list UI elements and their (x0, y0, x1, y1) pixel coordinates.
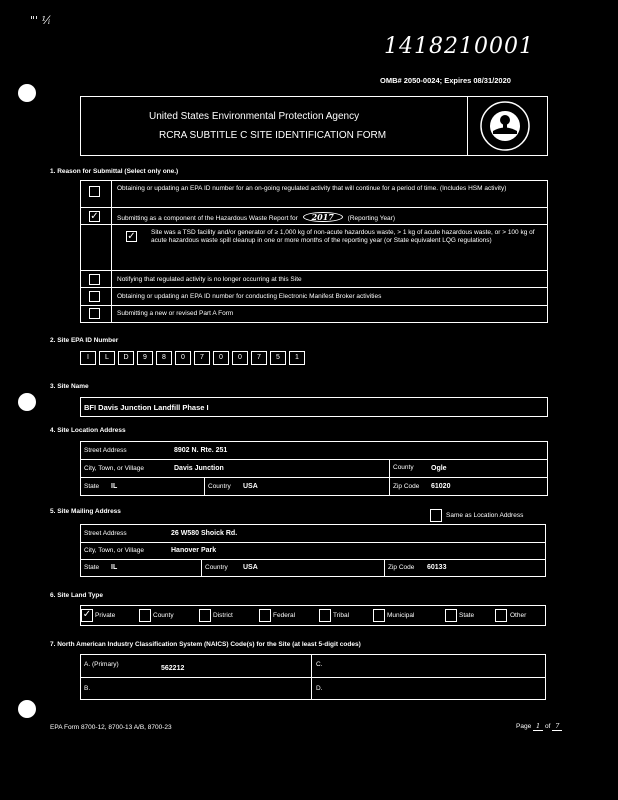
corner-marks: "' ¹⁄ᵢ (30, 14, 51, 27)
document-number-handwritten: 1418210001 (384, 34, 534, 59)
loc-state-label: State (84, 483, 100, 490)
same-as-location-checkbox[interactable] (430, 509, 442, 522)
page-indicator (516, 722, 562, 731)
land-type-checkbox[interactable] (259, 609, 271, 622)
naics-c-label: C. (316, 661, 323, 668)
land-type-label: County (153, 612, 174, 619)
location-address-box (80, 441, 548, 496)
loc-country-value[interactable]: USA (243, 483, 258, 490)
mail-street-label: Street Address (84, 530, 127, 537)
section1-rule-3 (80, 270, 548, 271)
epa-id-char[interactable]: 1 (289, 351, 305, 365)
land-type-label: State (459, 612, 475, 619)
epa-id-char[interactable]: 0 (175, 351, 191, 365)
land-type-checkbox[interactable] (373, 609, 385, 622)
mail-city-value[interactable]: Hanover Park (171, 547, 217, 554)
page-total: 7 (552, 722, 562, 731)
section1-rule-4 (80, 287, 548, 288)
reason-no-longer-label: Notifying that regulated activity is no longer occurring at this Site (117, 276, 302, 283)
epa-id-char[interactable]: 7 (251, 351, 267, 365)
form-title: RCRA SUBTITLE C SITE IDENTIFICATION FORM (159, 130, 387, 141)
loc-city-label: City, Town, or Village (84, 465, 144, 472)
land-type-checkbox[interactable] (445, 609, 457, 622)
section1-rule-1 (80, 207, 548, 208)
epa-id-char[interactable]: 9 (137, 351, 153, 365)
mail-country-divider (201, 559, 202, 576)
mail-country-label: Country (205, 564, 228, 571)
land-type-label: Other (510, 612, 527, 619)
loc-rule-2 (81, 477, 547, 478)
loc-street-value[interactable]: 8902 N. Rte. 251 (174, 447, 228, 454)
land-type-label: District (213, 612, 233, 619)
epa-seal-icon (475, 100, 535, 157)
epa-id-char[interactable]: L (99, 351, 115, 365)
section1-rule-5 (80, 305, 548, 306)
reporting-year-label: (Reporting Year) (347, 215, 396, 222)
naics-box (80, 654, 546, 700)
naics-a-label: A. (Primary) (84, 661, 119, 668)
loc-street-label: Street Address (84, 447, 127, 454)
section6-title: 6. Site Land Type (50, 592, 103, 599)
land-type-label: Private (95, 612, 116, 619)
of-label: of (544, 723, 551, 730)
land-type-label: Municipal (387, 612, 415, 619)
loc-country-divider (204, 477, 205, 496)
form-number: EPA Form 8700-12, 8700-13 A/B, 8700-23 (50, 724, 172, 731)
land-type-checkbox[interactable]: ✓ (82, 609, 92, 620)
land-type-label: Federal (273, 612, 296, 619)
section4-title: 4. Site Location Address (50, 427, 126, 434)
section1-title: 1. Reason for Submittal (Select only one.) (50, 168, 179, 175)
mail-zip-divider (384, 559, 385, 576)
loc-county-value[interactable]: Ogle (431, 465, 447, 472)
mail-city-label: City, Town, or Village (84, 547, 144, 554)
loc-zip-value[interactable]: 61020 (431, 483, 451, 490)
epa-id-char[interactable]: 0 (213, 351, 229, 365)
epa-id-char[interactable]: 5 (270, 351, 286, 365)
reason-ongoing-label: Obtaining or updating an EPA ID number for an on-going regulated activity that will continue for a period of time. (Includes HSM activity) (117, 185, 507, 192)
page-label: Page (516, 723, 532, 730)
mailing-address-box (80, 524, 546, 577)
site-name-value: BFI Davis Junction Landfill Phase I (84, 403, 209, 412)
section2-title: 2. Site EPA ID Number (50, 337, 119, 344)
punch-hole-middle (18, 393, 36, 411)
reason-manifest-broker-checkbox[interactable] (89, 291, 100, 302)
mail-zip-value[interactable]: 60133 (427, 564, 447, 571)
naics-a-value[interactable]: 562212 (161, 665, 185, 672)
reason-hazardous-report-checkbox[interactable]: ✓ (90, 211, 99, 222)
mail-state-label: State (84, 564, 100, 571)
section3-title: 3. Site Name (50, 383, 89, 390)
punch-hole-top (18, 84, 36, 102)
seal-divider (467, 97, 468, 155)
loc-rule-1 (81, 459, 547, 460)
land-type-checkbox[interactable] (319, 609, 331, 622)
reason-hazardous-report-label (117, 212, 395, 223)
land-type-label: Tribal (333, 612, 350, 619)
reason-manifest-broker-label: Obtaining or updating an EPA ID number for conducting Electronic Manifest Broker activities (117, 293, 382, 300)
omb-number: OMB# 2050-0024; Expires 08/31/2020 (380, 76, 511, 85)
loc-city-value[interactable]: Davis Junction (174, 465, 224, 472)
reason-no-longer-checkbox[interactable] (89, 274, 100, 285)
naics-row-divider (81, 677, 545, 678)
punch-hole-bottom (18, 700, 36, 718)
epa-id-char[interactable]: 0 (232, 351, 248, 365)
loc-county-divider (389, 459, 390, 496)
land-type-checkbox[interactable] (139, 609, 151, 622)
epa-id-char[interactable]: D (118, 351, 134, 365)
mail-country-value[interactable]: USA (243, 564, 258, 571)
naics-b-label: B. (84, 685, 91, 692)
mail-rule-1 (81, 542, 545, 543)
mail-state-value[interactable]: IL (111, 564, 118, 571)
land-type-checkbox[interactable] (199, 609, 211, 622)
reason-part-a-checkbox[interactable] (89, 308, 100, 319)
tsd-generator-label: Site was a TSD facility and/or generator of ≥ 1,000 kg of non-acute hazardous waste, > 1 kg of acute hazardous waste, or > 100 kg of acute hazardous waste spill cleanup in one or more months of the reporting year (or State equivalent LQG regulations) (151, 229, 535, 244)
page-number: 1 (533, 722, 543, 731)
agency-name: United States Environmental Protection Agency (149, 111, 360, 122)
reporting-year-field[interactable]: 2017 (303, 212, 343, 222)
loc-state-value[interactable]: IL (111, 483, 118, 490)
reason-ongoing-checkbox[interactable] (89, 186, 100, 197)
reason-part-a-label: Submitting a new or revised Part A Form (117, 310, 234, 317)
loc-country-label: Country (208, 483, 231, 490)
land-type-checkbox[interactable] (495, 609, 507, 622)
section7-title: 7. North American Industry Classification System (NAICS) Code(s) for the Site (at least 5-digit codes) (50, 641, 361, 648)
hazardous-report-text: Submitting as a component of the Hazardous Waste Report for (117, 215, 298, 222)
section5-title: 5. Site Mailing Address (50, 508, 121, 515)
section1-rule-2 (80, 224, 548, 225)
section1-box (80, 180, 548, 323)
epa-id-char[interactable]: 7 (194, 351, 210, 365)
naics-d-label: D. (316, 685, 323, 692)
loc-county-label: County (393, 464, 414, 471)
section1-col-divider (111, 180, 112, 323)
mail-zip-label: Zip Code (388, 564, 415, 571)
mail-street-value[interactable]: 26 W580 Shoick Rd. (171, 530, 238, 537)
epa-id-char[interactable]: I (80, 351, 96, 365)
form-header (80, 96, 548, 156)
epa-id-char[interactable]: 8 (156, 351, 172, 365)
loc-zip-label: Zip Code (393, 483, 420, 490)
site-name-field[interactable] (80, 397, 548, 417)
mail-rule-2 (81, 559, 545, 560)
same-as-location-label: Same as Location Address (446, 512, 524, 519)
tsd-generator-checkbox[interactable]: ✓ (127, 231, 136, 242)
